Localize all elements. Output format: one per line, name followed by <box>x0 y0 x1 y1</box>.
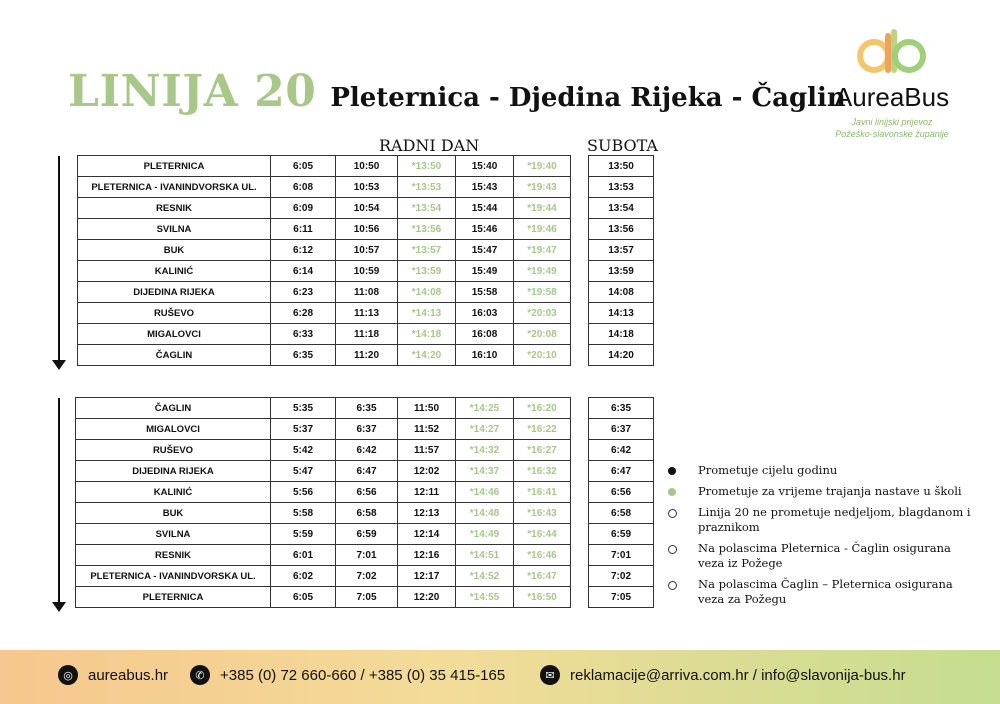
departure-time: 6:35 <box>336 398 398 419</box>
departure-time: 12:14 <box>398 524 456 545</box>
table-row <box>589 303 654 324</box>
table-row <box>589 482 654 503</box>
footer-phone[interactable] <box>190 665 505 685</box>
table-row <box>78 219 571 240</box>
departure-time: 6:12 <box>271 240 336 261</box>
phone-numbers[interactable]: +385 (0) 72 660-660 / +385 (0) 35 415-165 <box>220 666 506 684</box>
departure-time: 5:35 <box>271 398 336 419</box>
legend-item <box>664 577 974 607</box>
departure-time: *19:43 <box>514 177 571 198</box>
aureabus-logo <box>826 26 966 146</box>
hollow-dot-icon <box>668 509 677 518</box>
stop-name: PLETERNICA - IVANINDVORSKA UL. <box>78 177 271 198</box>
departure-time: *14:25 <box>456 398 514 419</box>
table-row <box>76 566 571 587</box>
departure-time: 6:01 <box>271 545 336 566</box>
departure-time: *14:27 <box>456 419 514 440</box>
table-row <box>78 240 571 261</box>
departure-time: *16:41 <box>514 482 571 503</box>
table-row <box>589 198 654 219</box>
weekday-header: RADNI DAN <box>379 136 480 155</box>
saturday-time: 7:05 <box>589 587 654 608</box>
legend-text: Na polascima Čaglin – Pleternica osigurana veza za Požegu <box>698 577 953 606</box>
table-row <box>589 156 654 177</box>
table-row <box>76 482 571 503</box>
departure-time: 6:28 <box>271 303 336 324</box>
departure-time: 6:37 <box>336 419 398 440</box>
saturday-time: 13:56 <box>589 219 654 240</box>
departure-time: 15:47 <box>456 240 514 261</box>
stop-name: RUŠEVO <box>76 440 271 461</box>
saturday-time: 13:53 <box>589 177 654 198</box>
departure-time: *14:49 <box>456 524 514 545</box>
table-row <box>589 461 654 482</box>
departure-time: *13:54 <box>398 198 456 219</box>
stop-name: SVILNA <box>78 219 271 240</box>
legend <box>664 463 974 613</box>
table-row <box>589 240 654 261</box>
timetable-weekday-outbound <box>77 155 571 366</box>
saturday-time: 6:58 <box>589 503 654 524</box>
legend-item <box>664 541 974 571</box>
saturday-time: 13:54 <box>589 198 654 219</box>
departure-time: 7:05 <box>336 587 398 608</box>
table-row <box>589 503 654 524</box>
departure-time: 11:13 <box>336 303 398 324</box>
direction-arrow-1 <box>52 156 66 370</box>
departure-time: 5:58 <box>271 503 336 524</box>
departure-time: *13:59 <box>398 261 456 282</box>
saturday-time: 6:42 <box>589 440 654 461</box>
saturday-header: SUBOTA <box>587 136 658 155</box>
departure-time: *14:08 <box>398 282 456 303</box>
table-row <box>589 524 654 545</box>
departure-time: 15:46 <box>456 219 514 240</box>
phone-icon: ✆ <box>190 665 210 685</box>
departure-time: 12:02 <box>398 461 456 482</box>
footer-website[interactable] <box>58 665 168 685</box>
departure-time: 7:01 <box>336 545 398 566</box>
departure-time: 11:08 <box>336 282 398 303</box>
table-row <box>76 524 571 545</box>
stop-name: PLETERNICA - IVANINDVORSKA UL. <box>76 566 271 587</box>
table-row <box>589 324 654 345</box>
departure-time: *13:57 <box>398 240 456 261</box>
table-row <box>78 282 571 303</box>
departure-time: 16:08 <box>456 324 514 345</box>
stop-name: PLETERNICA <box>76 587 271 608</box>
table-row <box>589 282 654 303</box>
email-addresses[interactable]: reklamacije@arriva.com.hr / info@slavonija-bus.hr <box>570 666 906 684</box>
departure-time: 6:11 <box>271 219 336 240</box>
direction-arrow-2 <box>52 398 66 612</box>
departure-time: *14:32 <box>456 440 514 461</box>
saturday-time: 13:57 <box>589 240 654 261</box>
saturday-time: 7:01 <box>589 545 654 566</box>
logo-ab-icon <box>854 26 934 78</box>
departure-time: *13:53 <box>398 177 456 198</box>
departure-time: 12:11 <box>398 482 456 503</box>
departure-time: 6:35 <box>271 345 336 366</box>
departure-time: 10:54 <box>336 198 398 219</box>
departure-time: 11:18 <box>336 324 398 345</box>
departure-time: 6:59 <box>336 524 398 545</box>
table-row <box>589 219 654 240</box>
legend-item <box>664 484 974 499</box>
departure-time: *14:51 <box>456 545 514 566</box>
table-row <box>589 419 654 440</box>
departure-time: *20:03 <box>514 303 571 324</box>
departure-time: *13:50 <box>398 156 456 177</box>
stop-name: DIJEDINA RIJEKA <box>78 282 271 303</box>
departure-time: 11:57 <box>398 440 456 461</box>
departure-time: 16:03 <box>456 303 514 324</box>
table-row <box>78 345 571 366</box>
departure-time: 6:47 <box>336 461 398 482</box>
footer <box>0 650 1000 704</box>
stop-name: MIGALOVCI <box>76 419 271 440</box>
departure-time: *14:13 <box>398 303 456 324</box>
table-row <box>589 440 654 461</box>
stop-name: ČAGLIN <box>76 398 271 419</box>
departure-time: *19:40 <box>514 156 571 177</box>
website-link[interactable]: aureabus.hr <box>88 666 169 684</box>
departure-time: *19:58 <box>514 282 571 303</box>
departure-time: 12:13 <box>398 503 456 524</box>
departure-time: 6:56 <box>336 482 398 503</box>
departure-time: 6:02 <box>271 566 336 587</box>
departure-time: 6:23 <box>271 282 336 303</box>
page-title <box>68 66 846 122</box>
departure-time: 10:53 <box>336 177 398 198</box>
departure-time: *16:32 <box>514 461 571 482</box>
saturday-time: 7:02 <box>589 566 654 587</box>
hollow-dot-icon <box>668 545 677 554</box>
departure-time: 10:50 <box>336 156 398 177</box>
route-name: Pleternica - Djedina Rijeka - Čaglin <box>330 83 846 113</box>
table-row <box>589 261 654 282</box>
departure-time: 10:57 <box>336 240 398 261</box>
brand-name: AureaBus <box>834 82 950 112</box>
departure-time: 6:08 <box>271 177 336 198</box>
departure-time: 5:42 <box>271 440 336 461</box>
table-row <box>76 587 571 608</box>
departure-time: *14:37 <box>456 461 514 482</box>
departure-time: 12:17 <box>398 566 456 587</box>
timetable-weekday-return <box>75 397 571 608</box>
brand-subtitle-line-2: Požeško-slavonske županije <box>835 129 949 139</box>
stop-name: PLETERNICA <box>78 156 271 177</box>
table-row <box>589 566 654 587</box>
departure-time: *16:22 <box>514 419 571 440</box>
departure-time: *16:47 <box>514 566 571 587</box>
departure-time: *19:46 <box>514 219 571 240</box>
table-row <box>76 398 571 419</box>
legend-text: Na polascima Pleternica - Čaglin osigurana veza iz Požege <box>698 541 951 570</box>
departure-time: 5:59 <box>271 524 336 545</box>
departure-time: *14:55 <box>456 587 514 608</box>
saturday-time: 14:08 <box>589 282 654 303</box>
departure-time: 11:52 <box>398 419 456 440</box>
departure-time: *20:10 <box>514 345 571 366</box>
departure-time: *16:27 <box>514 440 571 461</box>
stop-name: SVILNA <box>76 524 271 545</box>
table-row <box>78 303 571 324</box>
saturday-time: 13:50 <box>589 156 654 177</box>
departure-time: 11:50 <box>398 398 456 419</box>
stop-name: ČAGLIN <box>78 345 271 366</box>
saturday-time: 13:59 <box>589 261 654 282</box>
departure-time: 15:43 <box>456 177 514 198</box>
table-row <box>589 177 654 198</box>
hollow-dot-icon <box>668 581 677 590</box>
timetable-saturday-return <box>588 397 654 608</box>
departure-time: 6:05 <box>271 587 336 608</box>
departure-time: 11:20 <box>336 345 398 366</box>
departure-time: *16:50 <box>514 587 571 608</box>
stop-name: DIJEDINA RIJEKA <box>76 461 271 482</box>
line-number: LINIJA 20 <box>68 66 317 117</box>
departure-time: 10:56 <box>336 219 398 240</box>
table-row <box>589 345 654 366</box>
mail-icon: ✉ <box>540 665 560 685</box>
departure-time: 6:33 <box>271 324 336 345</box>
departure-time: 12:16 <box>398 545 456 566</box>
stop-name: BUK <box>78 240 271 261</box>
table-row <box>78 324 571 345</box>
departure-time: *19:49 <box>514 261 571 282</box>
table-row <box>78 261 571 282</box>
departure-time: 15:49 <box>456 261 514 282</box>
stop-name: RUŠEVO <box>78 303 271 324</box>
table-row <box>76 503 571 524</box>
table-row <box>589 398 654 419</box>
table-row <box>589 545 654 566</box>
departure-time: *14:46 <box>456 482 514 503</box>
departure-time: 6:09 <box>271 198 336 219</box>
departure-time: 10:59 <box>336 261 398 282</box>
departure-time: *20:08 <box>514 324 571 345</box>
departure-time: *14:18 <box>398 324 456 345</box>
saturday-time: 6:56 <box>589 482 654 503</box>
departure-time: *16:20 <box>514 398 571 419</box>
stop-name: MIGALOVCI <box>78 324 271 345</box>
departure-time: *14:20 <box>398 345 456 366</box>
departure-time: 6:14 <box>271 261 336 282</box>
departure-time: *19:44 <box>514 198 571 219</box>
black-dot-icon <box>668 467 676 475</box>
departure-time: 6:42 <box>336 440 398 461</box>
table-row <box>76 545 571 566</box>
legend-item <box>664 505 974 535</box>
departure-time: *13:56 <box>398 219 456 240</box>
departure-time: 15:40 <box>456 156 514 177</box>
departure-time: *19:47 <box>514 240 571 261</box>
stop-name: RESNIK <box>78 198 271 219</box>
table-row <box>76 419 571 440</box>
brand-subtitle <box>826 116 958 140</box>
legend-text: Linija 20 ne prometuje nedjeljom, blagdanom i praznikom <box>698 505 971 534</box>
departure-time: 6:05 <box>271 156 336 177</box>
departure-time: 5:37 <box>271 419 336 440</box>
departure-time: *14:52 <box>456 566 514 587</box>
stop-name: KALINIĆ <box>78 261 271 282</box>
departure-time: 16:10 <box>456 345 514 366</box>
table-row <box>76 440 571 461</box>
saturday-time: 6:37 <box>589 419 654 440</box>
departure-time: 15:44 <box>456 198 514 219</box>
table-row <box>78 177 571 198</box>
departure-time: 15:58 <box>456 282 514 303</box>
green-dot-icon <box>668 488 676 496</box>
timetable-saturday-outbound <box>588 155 654 366</box>
globe-icon: ◎ <box>58 665 78 685</box>
saturday-time: 6:47 <box>589 461 654 482</box>
table-row <box>76 461 571 482</box>
footer-email[interactable] <box>540 665 906 685</box>
table-row <box>78 198 571 219</box>
saturday-time: 14:13 <box>589 303 654 324</box>
departure-time: 5:47 <box>271 461 336 482</box>
table-row <box>589 587 654 608</box>
legend-text: Prometuje cijelu godinu <box>698 463 838 477</box>
stop-name: BUK <box>76 503 271 524</box>
departure-time: 6:58 <box>336 503 398 524</box>
brand-subtitle-line-1: Javni linijski prijevoz <box>851 117 933 127</box>
departure-time: *16:44 <box>514 524 571 545</box>
saturday-time: 14:20 <box>589 345 654 366</box>
saturday-time: 14:18 <box>589 324 654 345</box>
table-row <box>78 156 571 177</box>
departure-time: *16:46 <box>514 545 571 566</box>
departure-time: 12:20 <box>398 587 456 608</box>
saturday-time: 6:35 <box>589 398 654 419</box>
departure-time: *16:43 <box>514 503 571 524</box>
stop-name: KALINIĆ <box>76 482 271 503</box>
legend-item <box>664 463 974 478</box>
stop-name: RESNIK <box>76 545 271 566</box>
departure-time: *14:48 <box>456 503 514 524</box>
departure-time: 7:02 <box>336 566 398 587</box>
saturday-time: 6:59 <box>589 524 654 545</box>
legend-text: Prometuje za vrijeme trajanja nastave u školi <box>698 484 962 498</box>
departure-time: 5:56 <box>271 482 336 503</box>
